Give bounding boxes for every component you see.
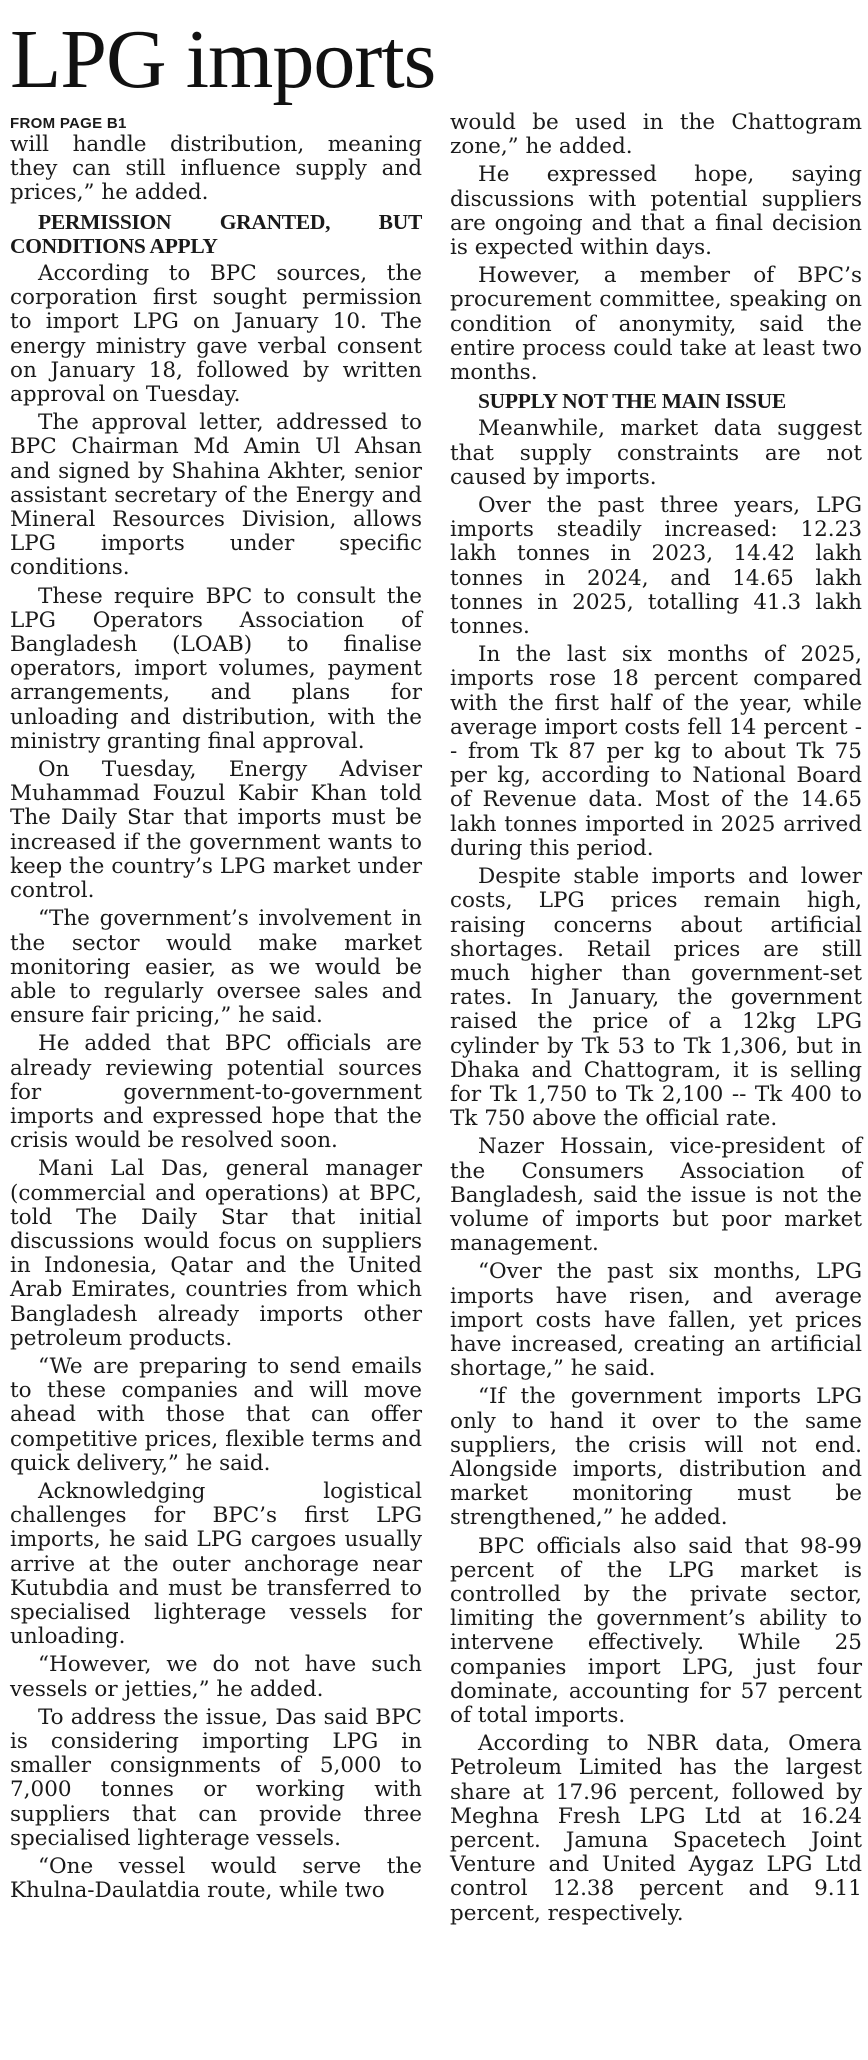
paragraph: These require BPC to consult the LPG Operators Association of Bangladesh (LOAB) to finalise operators, import volumes, payment arrangements, and plans for unloading and distribution, with the ministry granting final approval. bbox=[10, 583, 422, 754]
paragraph: To address the issue, Das said BPC is considering importing LPG in smaller consignments of 5,000 to 7,000 tonnes or working with suppliers that can provide three specialised lighterage vessels. bbox=[10, 1704, 422, 1851]
paragraph: Acknowledging logistical challenges for BPC’s first LPG imports, he said LPG cargoes usually arrive at the outer anchorage near Kutubdia and must be transferred to specialised lighterage vessels for unloading. bbox=[10, 1478, 422, 1650]
paragraph: “We are preparing to send emails to these companies and will move ahead with those that can offer competitive prices, flexible terms and quick delivery,” he said. bbox=[10, 1353, 422, 1476]
paragraph: “If the government imports LPG only to hand it over to the same suppliers, the crisis will not end. Alongside imports, distribution and market monitoring must be strengthened,” he added. bbox=[450, 1384, 862, 1531]
paragraph: Mani Lal Das, general manager (commercial and operations) at BPC, told The Daily Star that initial discussions would focus on suppliers in Indonesia, Qatar and the United Arab Emirates, countries from which Bangladesh already imports other petroleum products. bbox=[10, 1156, 422, 1351]
paragraph: In the last six months of 2025, imports rose 18 percent compared with the first half of the year, while average import costs fell 14 percent -- from Tk 87 per kg to about Tk 75 per kg, according to National Board of Revenue data. Most of the 14.65 lakh tonnes imported in 2025 arrived during this period. bbox=[450, 642, 862, 861]
paragraph: BPC officials also said that 98-99 percent of the LPG market is controlled by the private sector, limiting the government’s ability to intervene effectively. While 25 companies import LPG, just four dominate, accounting for 57 percent of total imports. bbox=[450, 1533, 862, 1728]
paragraph: He added that BPC officials are already reviewing potential sources for government-to-government imports and expressed hope that the crisis would be resolved soon. bbox=[10, 1031, 422, 1154]
paragraph: Meanwhile, market data suggest that supply constraints are not caused by imports. bbox=[450, 416, 862, 490]
paragraph: The approval letter, addressed to BPC Chairman Md Amin Ul Ahsan and signed by Shahina Akhter, senior assistant secretary of the Energy and Mineral Resources Division, allows LPG imports under specific conditions. bbox=[10, 410, 422, 581]
paragraph: will handle distribution, meaning they can still influence supply and prices,” he added. bbox=[10, 132, 422, 206]
subheading-supply: SUPPLY NOT THE MAIN ISSUE bbox=[478, 389, 786, 414]
article-column-left bbox=[10, 111, 422, 1907]
paragraph: He expressed hope, saying discussions with potential suppliers are ongoing and that a final decision is expected within days. bbox=[450, 162, 862, 261]
paragraph: would be used in the Chattogram zone,” he added. bbox=[450, 110, 862, 160]
paragraph: Over the past three years, LPG imports steadily increased: 12.23 lakh tonnes in 2023, 14.42 lakh tonnes in 2024, and 14.65 lakh tonnes in 2025, totalling 41.3 lakh tonnes. bbox=[450, 493, 862, 640]
continued-from-label: FROM PAGE B1 bbox=[10, 115, 127, 132]
paragraph: “The government’s involvement in the sector would make market monitoring easier, as we would be able to regularly oversee sales and ensure fair pricing,” he said. bbox=[10, 906, 422, 1029]
paragraph: According to BPC sources, the corporation first sought permission to import LPG on January 10. The energy ministry gave verbal consent on January 18, followed by written approval on Tuesday. bbox=[10, 261, 422, 408]
paragraph: “Over the past six months, LPG imports have risen, and average import costs have fallen, yet prices have increased, creating an artificial shortage,” he said. bbox=[450, 1259, 862, 1382]
paragraph: “One vessel would serve the Khulna-Daulatdia route, while two bbox=[10, 1854, 422, 1904]
headline: LPG imports bbox=[10, 13, 436, 106]
article-column-right bbox=[450, 111, 862, 1930]
paragraph: However, a member of BPC’s procurement committee, speaking on condition of anonymity, said the entire process could take at least two months. bbox=[450, 263, 862, 386]
paragraph: Despite stable imports and lower costs, LPG prices remain high, raising concerns about artificial shortages. Retail prices are still much higher than government-set rates. In January, the government raised the price of a 12kg LPG cylinder by Tk 53 to Tk 1,306, but in Dhaka and Chattogram, it is selling for Tk 1,750 to Tk 2,100 -- Tk 400 to Tk 750 above the official rate. bbox=[450, 864, 862, 1132]
paragraph: On Tuesday, Energy Adviser Muhammad Fouzul Kabir Khan told The Daily Star that imports must be increased if the government wants to keep the country’s LPG market under control. bbox=[10, 757, 422, 904]
subheading-permission: PERMISSION GRANTED, BUT CONDITIONS APPLY bbox=[10, 209, 422, 258]
paragraph: According to NBR data, Omera Petroleum Limited has the largest share at 17.96 percent, followed by Meghna Fresh LPG Ltd at 16.24 percent. Jamuna Spacetech Joint Venture and United Aygaz LPG Ltd control 12.38 percent and 9.11 percent, respectively. bbox=[450, 1731, 862, 1926]
paragraph: “However, we do not have such vessels or jetties,” he added. bbox=[10, 1652, 422, 1702]
paragraph: Nazer Hossain, vice-president of the Consumers Association of Bangladesh, said the issue is not the volume of imports but poor market management. bbox=[450, 1134, 862, 1257]
newspaper-page bbox=[10, 0, 860, 2060]
